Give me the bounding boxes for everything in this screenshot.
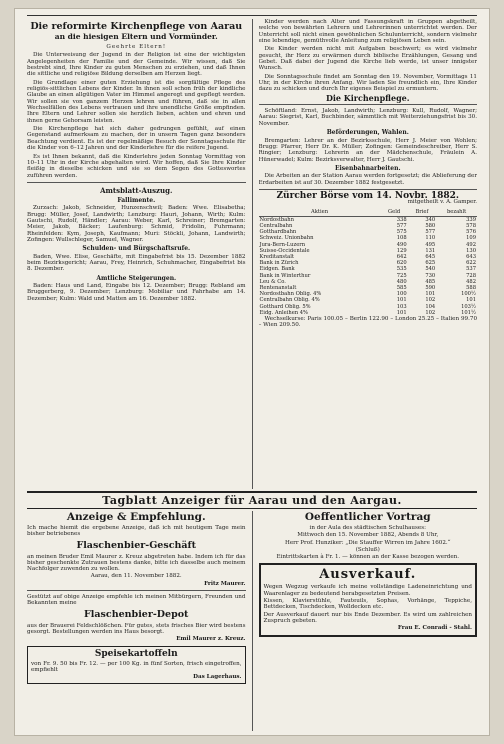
stock-value-cell: 643 [466, 254, 476, 261]
stock-name-cell: Eidgen. Bank [259, 266, 295, 273]
ad-text: Der Ausverkauf dauert nur bis Ende Dezember. Es wird um zahlreichen Zuspruch gebeten. [263, 611, 472, 624]
stock-row [259, 216, 478, 223]
exchange-rates-text: Wechselkurse: Paris 100.05 – Berlin 122.90 – London 25.25 – Italien 99.70 – Wien 209.50. [258, 316, 477, 329]
schuldenrufe-heading: Schulden- und Bürgschaftsrufe. [82, 245, 191, 253]
ad-text: (Schluß) [355, 546, 380, 553]
stock-value-cell: 576 [466, 229, 476, 236]
stock-name-cell: Suisse-Occidentale [259, 247, 310, 254]
stock-value-cell: 101 [425, 291, 436, 298]
eisenbahn-heading: Eisenbahnarbeiten. [334, 164, 401, 172]
stock-value-cell: 338 [396, 216, 407, 223]
stock-name-cell: Centralbahn Oblig. 4% [259, 297, 320, 304]
notice-paragraph: Die Sonntagsschule findet am Sonntag den 19. November, Vormittags 11 Uhr, in der Kirche ihren Anfang. Wir laden Sie freundlich ein, Ihre Kinder dazu zu schicken und durch Ihr eigenes Beispiel zu ermuntern. [258, 73, 477, 93]
stock-name-cell: Rentenanstalt [259, 285, 297, 292]
stock-value-cell: 625 [425, 260, 436, 267]
ad-text: Gestützt auf obige Anzeige empfehle ich meinen Mitbürgern, Freunden und Bekannten meine [27, 594, 246, 607]
stock-value-cell: 535 [396, 266, 407, 273]
stock-value-cell: 495 [425, 241, 436, 248]
stock-value-cell: 725 [396, 272, 407, 279]
ad-headline: Speisekartoffeln [94, 648, 178, 659]
stock-value-cell: 620 [396, 260, 407, 267]
stock-value-cell: 102 [425, 309, 436, 316]
stock-value-cell: 129 [396, 247, 407, 254]
stock-value-cell: 102 [425, 297, 436, 304]
stock-header-cell: Geld [381, 208, 408, 217]
stock-value-cell: 490 [396, 241, 407, 248]
stock-value-cell: 340 [425, 216, 436, 223]
stock-name-cell: Leu & Co. [259, 278, 286, 285]
ad-column-left [27, 511, 246, 731]
stock-value-cell: 578 [466, 223, 476, 229]
notice-paragraph: Es ist Ihnen bekannt, daß die Kinderlehre jeden Sonntag Vormittag von 10–11 Uhr in der Kirche abgehalten wird. Wir hoffen, daß Sie Ihre Kinder fleißig in dieselbe schicken und sie so dem Segen des Gotteswortes zuführen werden. [27, 153, 246, 179]
stock-header-cell: bezahlt [436, 208, 477, 217]
ad-signature: Emil Maurer z. Kreuz. [176, 636, 246, 643]
ad-headline: Ausverkauf. [319, 567, 417, 583]
ad-text: aus der Brauerei Feldschlößchen. Für gutes, stets frisches Bier wird bestens gesorgt. Bestellungen werden ins Haus besorgt. [27, 622, 246, 635]
ad-text: in der Aula des städtischen Schulhauses: [309, 525, 426, 531]
top-rule [27, 15, 477, 16]
newspaper-banner: Tagblatt Anzeiger für Aarau und den Aargau. [27, 491, 477, 509]
main-columns [27, 19, 477, 489]
potato-ad-box [27, 646, 246, 685]
fallimente-text: Zurzach: Jakob, Schneider, Hunzenschwil; Baden: Wwe. Elisabetha; Brugg: Müller, Josef, Landwirth; Lenzburg: Hauri, Johann, Wirth; Kulm: Gautschi, Rudolf, Händler; Aarau: Weber, Karl, Schreiner; Bremgarten: Meier, Jakob, Bäcker; Laufenburg: Schmid, Fridolin, Fuhrmann; Rheinfelden: Kym, Joseph, Kaufmann; Muri: Stöckli, Johann, Landwirth; Zofingen: Wullschleger, Samuel, Wagner. [27, 205, 246, 243]
steigerungen-text: Baden: Haus und Land, Eingabe bis 12. Dezember; Brugg: Rebland am Bruggerberg, 9. Dezember; Lenzburg: Mobiliar und Fahrhabe am 14. Dezember; Kulm: Wald und Matten am 16. Dezember 1882. [27, 283, 246, 302]
stock-exchange-credit: mitgetheilt v. A. Gamper. [407, 199, 477, 206]
notice-text: Schöftland: Ernst, Jakob, Landwirth; Lenzburg: Kull, Rudolf, Wagner; Aarau: Siegrist, Karl, Buchbinder, sämmtlich mit Weiterziehungsfrist bis 30. November. [258, 108, 477, 127]
stock-value-cell: 728 [466, 272, 476, 279]
notice-paragraph: Die Kinder werden nicht mit Aufgaben beschwert; es wird vielmehr gesucht, ihr Herz zu erwärmen durch biblische Erzählungen, Gesang und Gebet. Daß dabei der Jugend die Kirche lieb werde, ist unser innigster Wunsch. [258, 46, 477, 72]
divider [259, 104, 478, 105]
stock-value-cell: 575 [396, 229, 407, 236]
divider [27, 182, 246, 183]
ad-text: Ich mache hiemit die ergebene Anzeige, daß ich mit heutigem Tage mein bisher betriebenes [27, 525, 246, 538]
column-rule [252, 511, 253, 731]
newspaper-page [14, 8, 490, 736]
stock-value-cell: 642 [396, 254, 407, 261]
ad-text: an meinen Bruder Emil Maurer z. Kreuz abgetreten habe. Indem ich für das bisher geschenkte Zutrauen bestens danke, bitte ich dasselbe auch meinem Nachfolger zuwenden zu wollen. [27, 553, 246, 573]
stock-value-cell: 622 [466, 260, 476, 267]
divider [259, 189, 478, 190]
stock-value-cell: 537 [466, 266, 476, 273]
ad-title: Oeffentlicher Vortrag [304, 511, 431, 523]
stock-value-cell: 590 [425, 285, 436, 292]
stock-header-cell: Brief [408, 208, 437, 217]
ad-place-date: Aarau, den 11. November 1882. [90, 573, 182, 580]
schuldenrufe-text: Baden, Wwe. Elise, Geschäfte, mit Eingabefrist bis 15. Dezember 1882 beim Bezirksgericht; Aarau, Frey, Heinrich, Schuhmacher, Eingabefrist bis 8. Dezember. [27, 253, 246, 273]
stock-value-cell: 101½ [461, 309, 476, 316]
stock-value-cell: 101 [396, 309, 407, 316]
stock-name-cell: Jura-Bern-Luzern [259, 241, 306, 248]
stock-value-cell: 103 [396, 303, 407, 310]
stock-value-cell: 101 [466, 297, 476, 304]
ad-signature: Fritz Maurer. [204, 580, 246, 587]
salutation: Geehrte Eltern! [106, 44, 167, 50]
notice-paragraph: Kinder werden nach Alter und Fassungskraft in Gruppen abgetheilt, welche von bewährten Lehrern und Lehrerinnen unterrichtet werden. Der Unterricht soll nicht einen gewöhnlichen Schulunterricht, sondern vielmehr eine lebendige, gemüthvolle Anleitung zum religiösen Leben sein. [258, 19, 477, 45]
wahlen-heading: Beförderungen, Wahlen. [326, 129, 409, 137]
sale-ad-box [259, 563, 478, 636]
stock-value-cell: 100 [396, 291, 407, 298]
ad-text: Eintrittskarten à Fr. 1. — können an der Kasse bezogen werden. [276, 554, 460, 561]
stock-table-body [259, 216, 478, 316]
stock-name-cell: Nordostbahn [259, 216, 294, 223]
ad-headline: Flaschenbier-Depot [84, 608, 189, 620]
eisenbahn-text: Die Arbeiten an der Station Aarau werden fortgesetzt; die Ablieferung der Erdarbeiten ist auf 30. Dezember 1882 festgesetzt. [258, 173, 477, 186]
church-notice-heading: Die reformirte Kirchenpflege von Aarau [30, 21, 243, 32]
stock-value-cell: 480 [396, 278, 407, 285]
stock-value-cell: 577 [425, 229, 436, 236]
stock-header-row [259, 208, 478, 217]
stock-value-cell: 492 [466, 241, 476, 248]
stock-value-cell: 482 [466, 278, 476, 285]
stock-value-cell: 339 [466, 216, 476, 223]
notice-paragraph: Die Kirchenpflege hat sich daher gedrungen gefühlt, auf einen Gegenstand aufmerksam zu machen, der in unsern Tagen ganz besonders Beachtung verdient. Es ist der regelmäßige Besuch der Sonntagsschule für die Kinder von 6–12 Jahren und der Kinderlehre für die reifere Jugend. [27, 126, 246, 152]
fallimente-heading: Fallimente. [117, 196, 156, 204]
stock-value-cell: 104 [425, 303, 436, 310]
notice-signature: Die Kirchenpflege. [325, 92, 410, 103]
stock-name-cell: Schweiz. Unionbahn [259, 235, 314, 242]
stock-value-cell: 588 [466, 285, 476, 292]
wahlen-text: Bremgarten: Lehrer an der Bezirksschule, Herr J. Meier von Wohlen; Brugg: Pfarrer, Herr Dr. K. Müller; Zofingen: Gemeindeschreiber, Herr S. Ringier; Lenzburg: Lehrerin an der Mädchenschule, Fräulein A. Hünerwadel; Kulm: Bezirksverwalter, Herr J. Gautschi. [258, 137, 477, 163]
stock-value-cell: 540 [425, 266, 436, 273]
stock-name-cell: Gotthard Oblig. 5% [259, 303, 311, 310]
ad-signature: Das Lagerhaus. [193, 674, 242, 681]
church-notice-subheading: an die hiesigen Eltern und Vormünder. [54, 32, 218, 41]
ad-text: Wegen Wegzug verkaufe ich meine vollständige Ladeneinrichtung und Waarenlager zu bedeutend herabgesetzten Preisen. [263, 584, 472, 597]
advertisements [27, 511, 477, 731]
stock-value-cell: 101 [396, 297, 407, 304]
stock-value-cell: 110 [425, 235, 436, 242]
ad-text: von Fr. 9. 50 bis Fr. 12. — per 100 Kg. in fünf Sorten, frisch eingetroffen, empfiehlt [31, 660, 242, 673]
stock-exchange-title: Zürcher Börse vom 14. Novbr. 1882. [276, 190, 460, 201]
stock-header-cell: Aktien [259, 208, 381, 217]
steigerungen-heading: Amtliche Steigerungen. [96, 274, 177, 282]
divider [27, 590, 246, 591]
ad-text: Mittwoch den 15. November 1882, Abends 8 Uhr, [297, 532, 439, 539]
left-column [27, 19, 246, 489]
ad-text: Kissen, Klavierstühle, Fauteuils, Sophas, Vorhänge, Teppiche, Bettdecken, Tischdecken, Wolldecken etc. [263, 598, 472, 611]
ad-headline: Flaschenbier-Geschäft [76, 539, 197, 551]
stock-name-cell: Bank in Zürich [259, 260, 299, 267]
stock-value-cell: 100½ [461, 291, 476, 298]
stock-value-cell: 109 [466, 235, 476, 242]
stock-value-cell: 130 [466, 247, 476, 254]
ad-column-right [259, 511, 478, 731]
stock-name-cell: Centralbahn [259, 223, 293, 229]
amtsblatt-heading: Amtsblatt-Auszug. [100, 185, 173, 195]
ad-text: Herr Prof. Hunziker: „Die Stauffer Wirren im Jahre 1602.“ [284, 539, 451, 546]
stock-name-cell: Nordostbahn Oblig. 4% [259, 291, 322, 298]
ad-title: Anzeige & Empfehlung. [66, 511, 206, 523]
stock-value-cell: 103½ [461, 303, 476, 310]
stock-name-cell: Kreditanstalt [259, 254, 295, 261]
column-rule [252, 19, 253, 489]
stock-value-cell: 108 [396, 235, 407, 242]
stock-value-cell: 730 [425, 272, 436, 279]
right-column [259, 19, 478, 489]
stock-value-cell: 577 [396, 223, 407, 229]
stock-name-cell: Gotthardbahn [259, 229, 297, 236]
stock-name-cell: Bank in Winterthur [259, 272, 311, 279]
notice-paragraph: Die Unterweisung der Jugend in der Religion ist eine der wichtigsten Angelegenheiten der Familie und der Gemeinde. Wir wissen, daß Sie bestrebt sind, Ihre Kinder zu guten Menschen zu erziehen, und daß Ihnen die sittliche und religiöse Bildung derselben am Herzen liegt. [27, 52, 246, 78]
stock-value-cell: 580 [425, 223, 436, 229]
ad-signature: Frau E. Conradi - Stahl. [397, 625, 472, 632]
notice-paragraph: Die Grundlage einer guten Erziehung ist die sorgfältige Pflege des religiös-sittlichen Lebens der Kinder. In ihnen soll schon früh der kindliche Glaube an einen allgütigen Vater im Himmel angeregt und gepflegt werden. Wir sollen sie von ganzem Herzen lehren und führen, daß sie in allen Wechselfällen des Lebens vertrauen und ihre unendliche Größe empfinden. Ihre Eltern und Lehrer sollen sie herzlich lieben, achten und ehren und ihnen gerne Gehorsam leisten. [27, 79, 246, 124]
stock-value-cell: 585 [396, 285, 407, 292]
stock-table [259, 208, 478, 316]
stock-name-cell: Eidg. Anleihen 4% [259, 309, 308, 316]
stock-value-cell: 485 [425, 278, 436, 285]
stock-value-cell: 131 [425, 247, 436, 254]
stock-value-cell: 645 [425, 254, 436, 261]
